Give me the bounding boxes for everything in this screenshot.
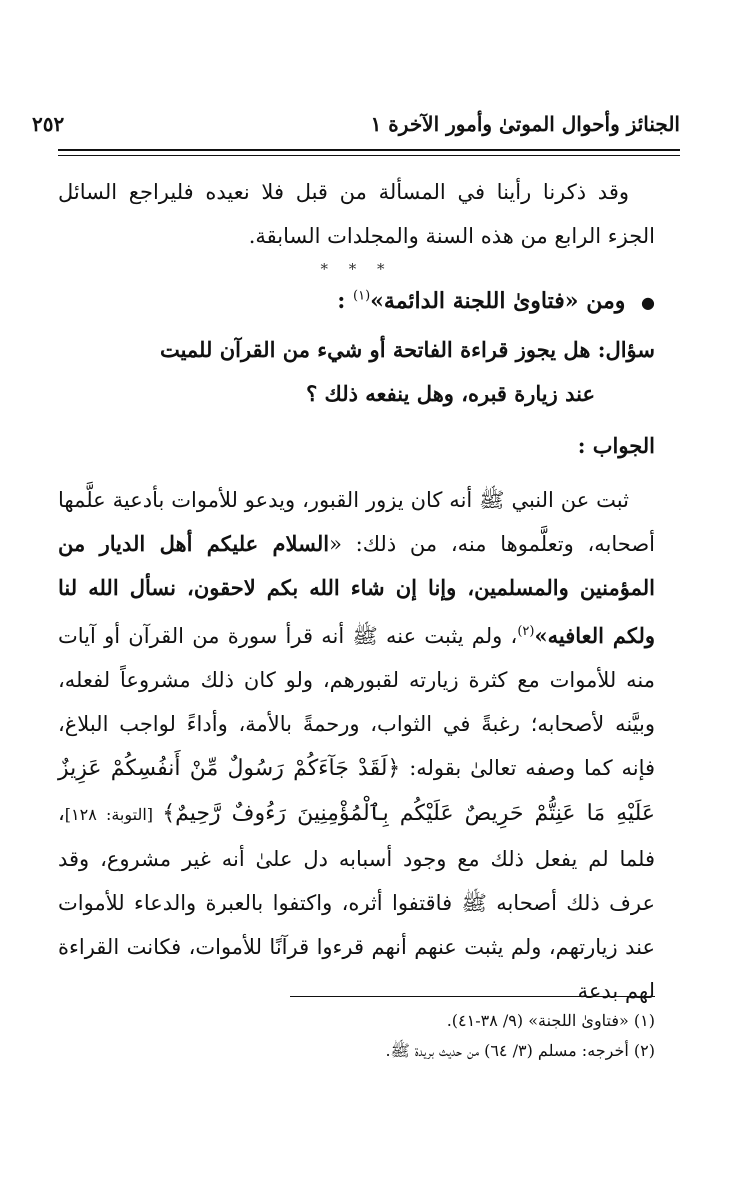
page-body	[58, 170, 655, 1013]
section-heading-suffix: :	[337, 288, 346, 314]
hadith-text: السلام عليكم أهل الديار من المؤمنين والمسلمين، وإنا إن شاء الله بكم لاحقون، نسأل الله لنا ولكم العافيه	[58, 531, 655, 648]
question-block	[58, 328, 655, 416]
intro-line-1: وقد ذكرنا رأينا في المسألة من قبل فلا نعيده فليراجع السائل الجزء	[58, 180, 655, 248]
section-heading	[58, 288, 655, 314]
footnote-2: (٢) أخرجه: مسلم (٣/ ٦٤) من حديث بريدة ﷺ.	[385, 1041, 655, 1060]
answer-paragraph	[58, 478, 655, 1013]
header-rule-thin	[58, 155, 680, 156]
answer-text-end: ، فلما لم يفعل ذلك مع وجود أسبابه دل علىٰ أنه غير مشروع، وقد عرف ذلك أصحابه ﷺ فاقتفوا أثره، واكتفوا بالعبرة والدعاء للأموات عند زيارتهم، ولم يثبت عنهم أنهم قرءوا قرآنًا للأموات، فكانت القراءة لهم بدعة	[58, 801, 655, 1003]
footnote-mark-1: (١)	[353, 288, 371, 304]
footnote-1: (١) «فتاوىٰ اللجنة» (٩/ ٣٨-٤١).	[446, 1011, 655, 1030]
answer-text-start: ثبت عن النبي ﷺ أنه كان يزور القبور، ويدعو للأموات بأدعية علَّمها أصحابه، وتعلَّموها منه، من ذلك: «	[58, 488, 655, 556]
section-separator: * * *	[320, 260, 393, 278]
answer-title: الجواب :	[577, 433, 655, 458]
intro-paragraph	[58, 170, 655, 258]
bullet-icon: ●	[641, 293, 655, 312]
question-line-1: سؤال: هل يجوز قراءة الفاتحة أو شيء من القرآن للميت	[159, 337, 655, 362]
section-heading-text: ومن «فتاوىٰ اللجنة الدائمة»	[370, 288, 626, 314]
footnotes	[58, 1006, 655, 1066]
footnote-mark-2: (٢)	[517, 624, 535, 639]
question-line-2: عند زيارة قبره، وهل ينفعه ذلك ؟	[306, 381, 595, 406]
running-header	[32, 112, 680, 136]
intro-line-2: الرابع من هذه السنة والمجلدات السابقة.	[248, 224, 602, 248]
verse-reference: [التوبة: ١٢٨]	[64, 805, 163, 824]
footnote-rule	[290, 996, 655, 997]
header-rule-thick	[58, 149, 680, 151]
page-number: ٢٥٢	[32, 112, 65, 136]
answer-text-continued: ، ولم يثبت عنه ﷺ أنه قرأ سورة من القرآن أو آيات منه للأموات مع كثرة زيارته لقبورهم، ولو كان ذلك مشروعاً لفعله، وبيَّنه لأصحابه؛ رغبةً في الثواب، ورحمةً بالأمة، وأداءً لواجب البلاغ، فإنه كما وصفه تعالىٰ بقوله:	[58, 624, 655, 780]
quran-verse: ﴿لَقَدْ جَآءَكُمْ رَسُولٌ مِّنْ أَنفُسِكُمْ عَزِيزٌ عَلَيْهِ مَا عَنِتُّمْ حَرِيصٌ عَلَيْكُم بِٱلْمُؤْمِنِينَ رَءُوفٌ رَّحِيمٌ﴾	[58, 756, 655, 826]
hadith-close-quote: »	[534, 623, 548, 648]
running-title: الجنائز وأحوال الموتىٰ وأمور الآخرة ١	[370, 112, 680, 136]
